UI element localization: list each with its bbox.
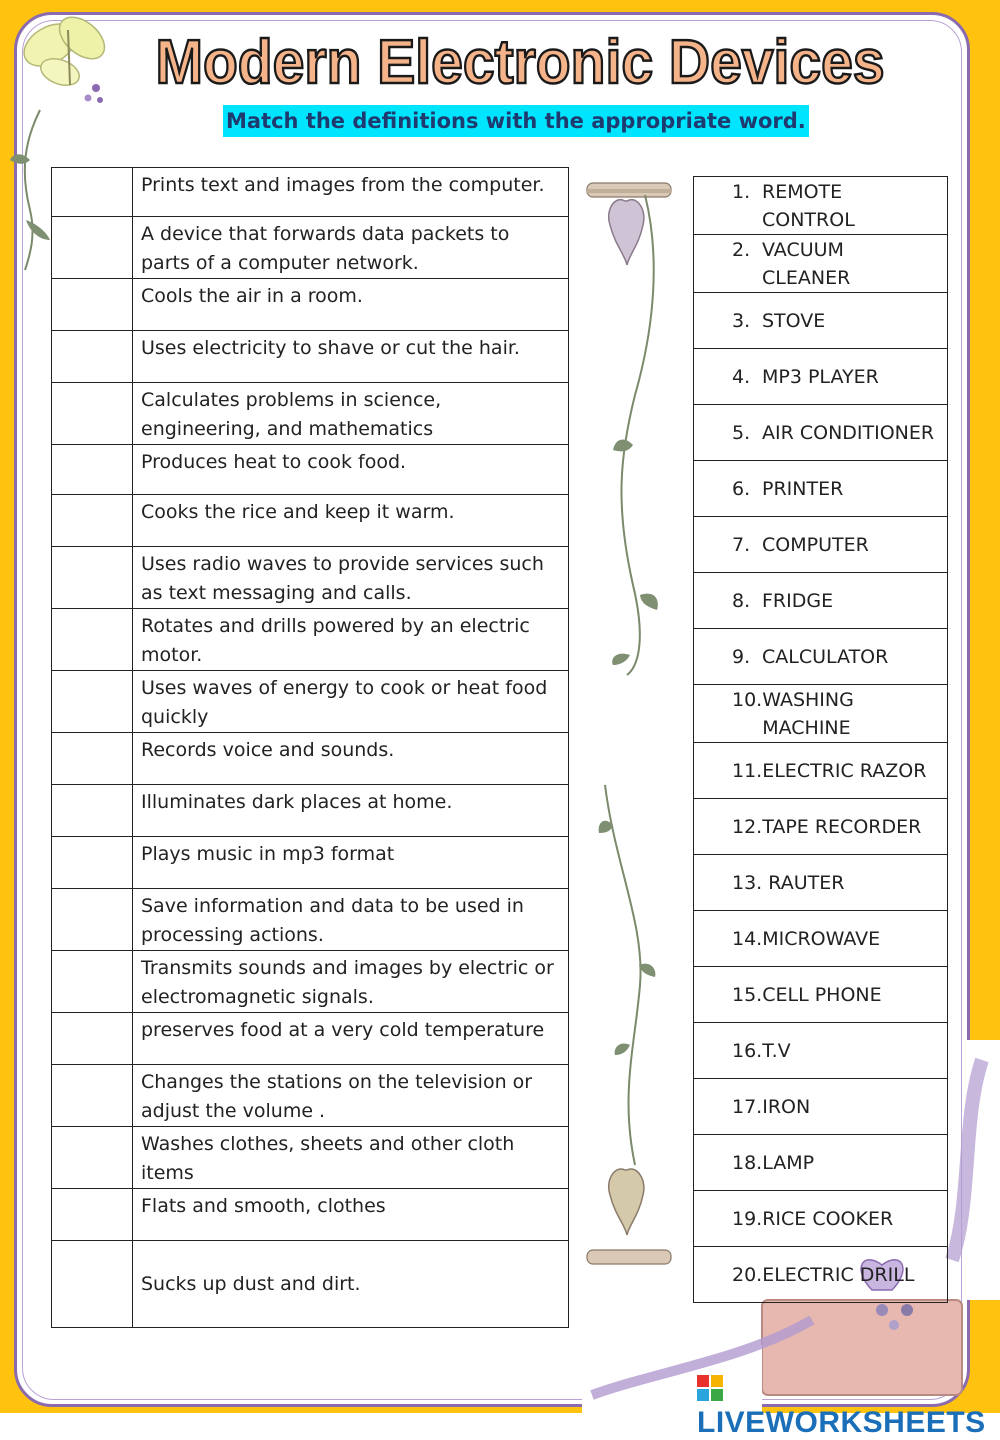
word-row (694, 911, 948, 967)
word-row (694, 743, 948, 799)
word-cell (694, 1023, 948, 1079)
word-label: RAUTER (762, 871, 845, 894)
definition-text: Plays music in mp3 format (133, 837, 569, 889)
answer-blank[interactable] (52, 168, 133, 217)
word-row (694, 177, 948, 235)
definition-text: Prints text and images from the computer. (133, 168, 569, 217)
watermark-text: LIVEWORKSHEETS (697, 1406, 986, 1439)
word-row (694, 1023, 948, 1079)
word-item (694, 911, 947, 966)
word-label: REMOTE CONTROL (762, 181, 855, 231)
word-item (694, 461, 947, 516)
instructions: Match the definitions with the appropriate word. (223, 105, 809, 137)
word-number: 19. (732, 1207, 763, 1230)
liveworksheets-badge-icon (697, 1375, 723, 1401)
definition-text: Rotates and drills powered by an electric motor. (133, 609, 569, 671)
answer-blank[interactable] (52, 837, 133, 889)
word-cell (694, 911, 948, 967)
definition-text: Illuminates dark places at home. (133, 785, 569, 837)
word-number: 11. (732, 759, 763, 782)
answer-blank[interactable] (52, 1189, 133, 1241)
word-cell (694, 573, 948, 629)
word-row (694, 629, 948, 685)
word-label: PRINTER (762, 477, 844, 500)
word-item (694, 1247, 947, 1302)
answer-blank[interactable] (52, 445, 133, 495)
word-label: T.V (762, 1039, 791, 1062)
word-label: CALCULATOR (762, 645, 889, 668)
word-cell (694, 967, 948, 1023)
word-item (694, 517, 947, 572)
definition-row (52, 1013, 569, 1065)
word-cell (694, 743, 948, 799)
word-row (694, 405, 948, 461)
definition-row (52, 837, 569, 889)
definition-row (52, 671, 569, 733)
definition-text: Save information and data to be used in processing actions. (133, 889, 569, 951)
answer-blank[interactable] (52, 785, 133, 837)
word-label: VACUUM CLEANER (762, 239, 851, 289)
word-number: 14. (732, 927, 763, 950)
definition-text: Transmits sounds and images by electric or electromagnetic signals. (133, 951, 569, 1013)
word-label: TAPE RECORDER (762, 815, 922, 838)
word-item (694, 1135, 947, 1190)
definition-text: Produces heat to cook food. (133, 445, 569, 495)
word-label: AIR CONDITIONER (762, 421, 935, 444)
word-number: 10. (732, 689, 763, 711)
answer-blank[interactable] (52, 1013, 133, 1065)
definition-row (52, 733, 569, 785)
word-number: 17. (732, 1095, 763, 1118)
word-item (694, 405, 947, 460)
word-number: 7. (732, 533, 751, 556)
word-cell (694, 799, 948, 855)
answer-blank[interactable] (52, 733, 133, 785)
word-label: CELL PHONE (762, 983, 882, 1006)
word-cell (694, 293, 948, 349)
answer-blank[interactable] (52, 495, 133, 547)
word-number: 13. (732, 871, 763, 894)
definition-row (52, 1241, 569, 1328)
answer-blank[interactable] (52, 671, 133, 733)
answer-blank[interactable] (52, 1127, 133, 1189)
word-label: ELECTRIC RAZOR (762, 759, 927, 782)
word-row (694, 685, 948, 743)
definitions-table (51, 167, 569, 1328)
answer-blank[interactable] (52, 331, 133, 383)
word-cell (694, 629, 948, 685)
word-row (694, 855, 948, 911)
word-row (694, 517, 948, 573)
word-row (694, 573, 948, 629)
word-cell (694, 1247, 948, 1303)
word-number: 6. (732, 477, 751, 500)
word-label: FRIDGE (762, 589, 834, 612)
word-row (694, 349, 948, 405)
word-cell (694, 1079, 948, 1135)
answer-blank[interactable] (52, 951, 133, 1013)
answer-blank[interactable] (52, 383, 133, 445)
word-number: 18. (732, 1151, 763, 1174)
definition-row (52, 168, 569, 217)
definition-text: A device that forwards data packets to parts of a computer network. (133, 217, 569, 279)
definition-row (52, 889, 569, 951)
word-item (694, 799, 947, 854)
word-row (694, 799, 948, 855)
definition-text: Sucks up dust and dirt. (133, 1241, 569, 1328)
word-item (694, 743, 947, 798)
word-number: 12. (732, 815, 763, 838)
definition-row (52, 785, 569, 837)
word-row (694, 293, 948, 349)
definition-text: Uses waves of energy to cook or heat food quickly (133, 671, 569, 733)
definition-text: Records voice and sounds. (133, 733, 569, 785)
word-cell (694, 855, 948, 911)
word-cell (694, 517, 948, 573)
word-item (694, 177, 947, 234)
definition-text: Flats and smooth, clothes (133, 1189, 569, 1241)
word-cell (694, 349, 948, 405)
definition-row (52, 951, 569, 1013)
answer-blank[interactable] (52, 547, 133, 609)
definition-text: preserves food at a very cold temperature (133, 1013, 569, 1065)
definition-row (52, 331, 569, 383)
word-number: 4. (732, 365, 751, 388)
word-label: IRON (762, 1095, 811, 1118)
answer-blank[interactable] (52, 217, 133, 279)
words-table (693, 176, 948, 1303)
word-label: MP3 PLAYER (762, 365, 879, 388)
word-cell (694, 1135, 948, 1191)
word-number: 3. (732, 309, 751, 332)
definition-text: Cools the air in a room. (133, 279, 569, 331)
word-row (694, 1135, 948, 1191)
word-label: COMPUTER (762, 533, 869, 556)
word-item (694, 349, 947, 404)
definition-text: Changes the stations on the television or adjust the volume . (133, 1065, 569, 1127)
word-label: ELECTRIC DRILL (762, 1263, 915, 1286)
definition-row (52, 1189, 569, 1241)
definition-text: Washes clothes, sheets and other cloth items (133, 1127, 569, 1189)
word-number: 5. (732, 421, 751, 444)
definition-text: Cooks the rice and keep it warm. (133, 495, 569, 547)
definition-row (52, 383, 569, 445)
definition-row (52, 1065, 569, 1127)
word-row (694, 1247, 948, 1303)
word-row (694, 1079, 948, 1135)
word-row (694, 1191, 948, 1247)
word-label: STOVE (762, 309, 826, 332)
word-item (694, 629, 947, 684)
definition-text: Uses radio waves to provide services such as text messaging and calls. (133, 547, 569, 609)
word-number: 8. (732, 589, 751, 612)
word-number: 2. (732, 239, 751, 261)
answer-blank[interactable] (52, 1241, 133, 1328)
definition-row (52, 1127, 569, 1189)
word-number: 15. (732, 983, 763, 1006)
word-number: 20. (732, 1263, 763, 1286)
answer-blank[interactable] (52, 279, 133, 331)
word-item (694, 967, 947, 1022)
word-label: WASHING MACHINE (762, 689, 860, 739)
definition-row (52, 609, 569, 671)
definition-text: Calculates problems in science, engineering, and mathematics (133, 383, 569, 445)
answer-blank[interactable] (52, 1065, 133, 1127)
word-cell (694, 177, 948, 235)
word-item (694, 1079, 947, 1134)
definition-row (52, 279, 569, 331)
liveworksheets-logo (697, 1372, 1000, 1440)
word-label: LAMP (762, 1151, 815, 1174)
definition-row (52, 217, 569, 279)
answer-blank[interactable] (52, 609, 133, 671)
definition-row (52, 445, 569, 495)
word-item (694, 685, 947, 742)
word-cell (694, 685, 948, 743)
definition-text: Uses electricity to shave or cut the hair. (133, 331, 569, 383)
page-title: Modern Electronic Devices (155, 28, 885, 97)
word-row (694, 235, 948, 293)
word-label: RICE COOKER (762, 1207, 894, 1230)
word-cell (694, 405, 948, 461)
word-row (694, 461, 948, 517)
word-number: 16. (732, 1039, 763, 1062)
word-item (694, 235, 947, 292)
word-number: 9. (732, 645, 751, 668)
word-row (694, 967, 948, 1023)
word-cell (694, 1191, 948, 1247)
word-item (694, 573, 947, 628)
answer-blank[interactable] (52, 889, 133, 951)
word-label: MICROWAVE (762, 927, 881, 950)
word-item (694, 1191, 947, 1246)
definition-row (52, 495, 569, 547)
word-item (694, 293, 947, 348)
word-item (694, 1023, 947, 1078)
word-number: 1. (732, 181, 751, 203)
word-item (694, 855, 947, 910)
definition-row (52, 547, 569, 609)
word-cell (694, 461, 948, 517)
word-cell (694, 235, 948, 293)
